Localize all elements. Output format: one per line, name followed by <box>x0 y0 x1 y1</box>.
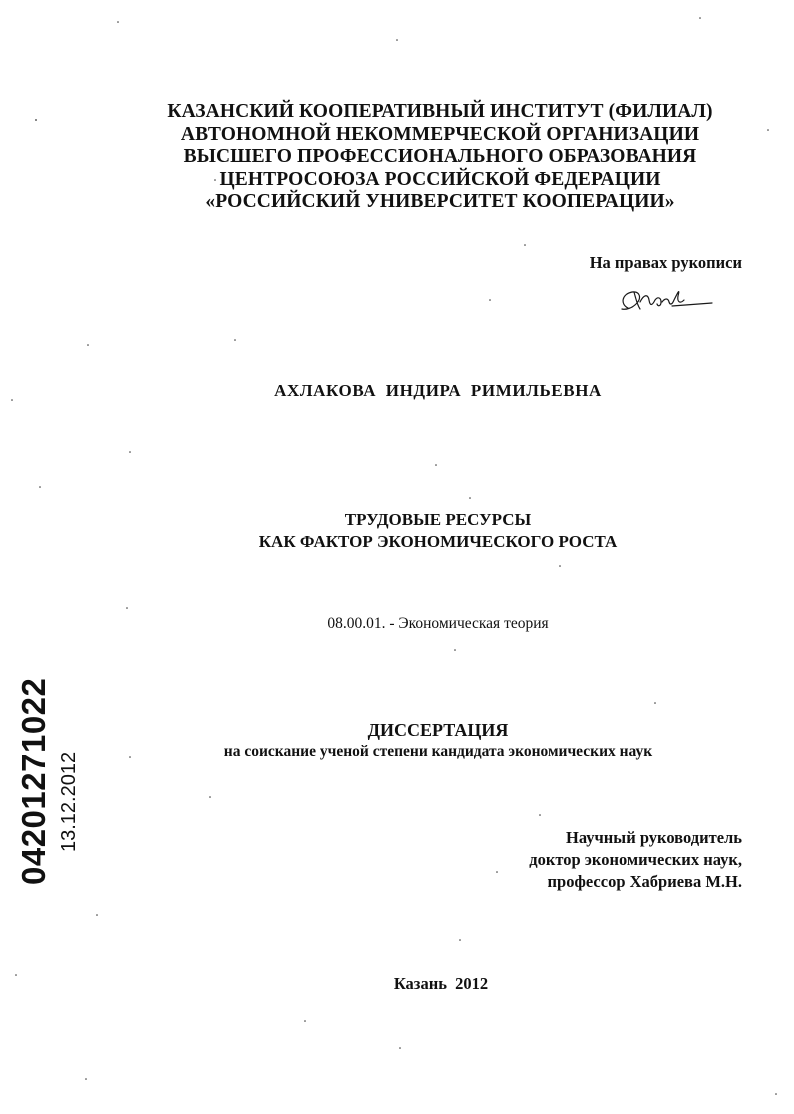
institution-line-1: КАЗАНСКИЙ КООПЕРАТИВНЫЙ ИНСТИТУТ (ФИЛИАЛ) <box>167 101 713 122</box>
supervisor-block <box>529 827 742 893</box>
archive-stamp-number: 04201271022 <box>15 677 52 885</box>
archive-stamp-date: 13.12.2012 <box>58 751 80 852</box>
supervisor-line-1: Научный руководитель <box>566 828 742 847</box>
institution-line-3: ВЫСШЕГО ПРОФЕССИОНАЛЬНОГО ОБРАЗОВАНИЯ <box>183 146 697 167</box>
title-line-2: КАК ФАКТОР ЭКОНОМИЧЕСКОГО РОСТА <box>258 532 618 551</box>
author-name: АХЛАКОВА ИНДИРА РИМИЛЬЕВНА <box>274 381 602 400</box>
city-year: Казань 2012 <box>393 974 489 993</box>
institution-line-2: АВТОНОМНОЙ НЕКОММЕРЧЕСКОЙ ОРГАНИЗАЦИИ <box>180 123 700 145</box>
institution-line-4: ЦЕНТРОСОЮЗА РОССИЙСКОЙ ФЕДЕРАЦИИ <box>219 168 661 190</box>
rights-note: На правах рукописи <box>589 253 742 272</box>
dissertation-title <box>0 509 794 553</box>
specialty-code: 08.00.01. - Экономическая теория <box>327 615 549 632</box>
supervisor-line-2: доктор экономических наук, <box>529 850 742 869</box>
supervisor-line-3: профессор Хабриева М.Н. <box>547 872 742 891</box>
institution-header <box>40 101 794 214</box>
title-line-1: ТРУДОВЫЕ РЕСУРСЫ <box>344 510 532 529</box>
degree-subtitle: на соискание ученой степени кандидата экономических наук <box>223 743 653 760</box>
handwritten-signature <box>614 282 714 318</box>
institution-line-5: «РОССИЙСКИЙ УНИВЕРСИТЕТ КООПЕРАЦИИ» <box>205 191 675 212</box>
dissertation-heading: ДИССЕРТАЦИЯ <box>367 720 509 740</box>
